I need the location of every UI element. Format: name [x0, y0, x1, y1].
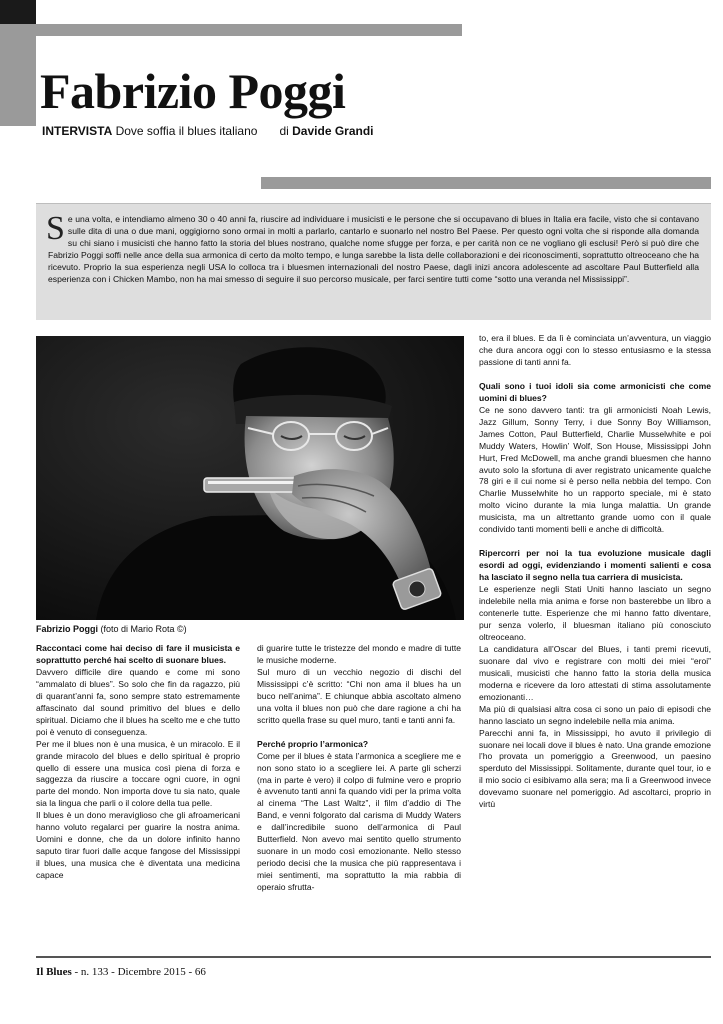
- portrait-photo: [36, 336, 464, 620]
- harmonica-player-illustration: [36, 336, 464, 620]
- text-column-2: [257, 643, 461, 894]
- top-decor-bar: [36, 24, 462, 36]
- intro-dropcap: S: [46, 210, 65, 247]
- page-footer: [36, 966, 206, 979]
- paragraph: Per me il blues non è una musica, è un miracolo. E il grande miracolo del blues e dello spiritual è proprio quello di essere una musica così piena di forza e saggezza da riuscire a toccare ogni cuore, in ogni parte del mondo. Non importa dove tu sia nato, quale sia la lingua che parli o il colore della tua pelle.: [36, 738, 240, 809]
- issue-info: - n. 133 - Dicembre 2015 - 66: [74, 966, 206, 978]
- byline-di: di: [279, 124, 289, 138]
- corner-block: [0, 0, 36, 24]
- text-column-1: [36, 643, 240, 882]
- caption-name: Fabrizio Poggi: [36, 624, 98, 634]
- question-3: Quali sono i tuoi idoli sia come armonicisti che come uomini di blues?: [479, 380, 711, 403]
- paragraph: di guarire tutte le tristezze del mondo e madre di tutte le musiche moderne.: [257, 643, 461, 665]
- paragraph: Il blues è un dono meraviglioso che gli afroamericani hanno voluto regalarci per guarire la nostra anima. Uomini e donne, che da un dolore infinito hanno saputo tirar fuori dalle acque fangose del Mississippi il blues, una musica che è diventata una medicina capace: [36, 810, 240, 881]
- author-name: Davide Grandi: [292, 124, 374, 138]
- mid-decor-bar: [261, 177, 711, 189]
- caption-credit: (foto di Mario Rota ©): [100, 624, 187, 634]
- paragraph: Come per il blues è stata l’armonica a scegliere me e non sono stato io a scegliere lei. A parte gli scherzi (ma in parte è vero) il colpo di fulmine vero e proprio è avvenuto tanti anni fa quando vidi per la prima volta al cinema “The Last Waltz”, il film d’addio di The Band, e venni folgorato dal carisma di Muddy Waters e dall’incredibile suono dell’armonica di Paul Butterfield. Non avevo mai sentito quello strumento suonare in un modo così emozionante. Nello stesso periodo decisi che la musica che più rappresentava i miei sentimenti, ma soprattutto la mia rabbia di operaio sfrutta-: [257, 750, 461, 893]
- page-title: Fabrizio Poggi: [40, 63, 346, 119]
- side-strip: [0, 24, 36, 126]
- question-1: Raccontaci come hai deciso di fare il musicista e soprattutto perché hai scelto di suonare blues.: [36, 643, 240, 665]
- question-2: Perché proprio l’armonica?: [257, 738, 369, 749]
- intro-box: [36, 203, 711, 320]
- article-subtitle: Dove soffia il blues italiano: [115, 124, 258, 138]
- photo-caption: [36, 624, 187, 635]
- paragraph: Ce ne sono davvero tanti: tra gli armonicisti Noah Lewis, Jazz Gillum, Sonny Terry, i due Sonny Boy Williamson, James Cotton, Paul Butterfield, Charlie Musselwhite e poi Muddy Waters, Howlin’ Wolf, Son House, Mississippi John Hurt, Fred McDowell, ma anche grandi bluesmen che hanno avuto solo la sfortuna di aver registrato unicamente qualche 78 giri e il cui nome si è perso nella nebbia del tempo. Con Charlie Musselwhite ho un rapporto speciale, mi è stato molto vicino durante la mia lunga malattia. Un grande musicista, ma un altrettanto grande uomo con il quale condivido tanti momenti belli e anche di difficoltà.: [479, 404, 711, 535]
- footer-rule: [36, 956, 711, 958]
- paragraph: Sul muro di un vecchio negozio di dischi del Mississippi c’è scritto: “Chi non ama il blues ha un buco nell’anima”. E chiunque abbia ascoltato almeno una volta il blues non può che dare ragione a chi ha scritto quella frase su quel muro, tanti e tanti anni fa.: [257, 666, 461, 725]
- paragraph: to, era il blues. E da lì è cominciata un’avventura, un viaggio che dura ancora oggi con lo stesso entusiasmo e la stessa passione di tanti anni fa.: [479, 333, 711, 367]
- paragraph: Ma più di qualsiasi altra cosa ci sono un paio di episodi che hanno lasciato un segno indelebile nella mia anima.: [479, 703, 711, 726]
- intro-text: e una volta, e intendiamo almeno 30 o 40 anni fa, riuscire ad individuare i musicisti e le persone che si occupavano di blues in Italia era facile, visto che si contavano sulle dita di una o due mani, oggigiorno sono ormai in molti a parlarlo, cantarlo e suonarlo nel nostro Bel Paese. Per questo ogni volta che si risponde alla domanda su chi siano i musicisti che hanno fatto la storia del blues nostrano, qualche nome sfugge per forza, e per carità non ce ne vogliano gli esclusi! Però si può dire che Fabrizio Poggi soffi nelle ance della sua armonica di certo da molto tempo, e lunga sarebbe la lista delle collaborazioni e dei riconoscimenti, soprattutto oltreoceano che ha ricevuto. Proprio la sua esperienza negli USA lo colloca tra i bluesmen internazionali del nostro Paese, dagli inizi ancora adolescente ad ascoltare Paul Butterfield alla esperienza con i Chicken Mambo, non ha mai smesso di seguire il suo percorso musicale, per farci sentire tutti come “sotto una veranda nel Mississippi”.: [48, 214, 699, 284]
- section-label: INTERVISTA: [42, 124, 113, 138]
- text-column-3: [479, 333, 711, 811]
- paragraph: Le esperienze negli Stati Uniti hanno lasciato un segno indelebile nella mia anima e forse non basterebbe un libro a contenerle tutte. Esperienze che mi hanno fatto diventare, pur senza volerlo, il bluesman italiano più conosciuto oltreoceano.: [479, 584, 711, 642]
- question-4: Ripercorri per noi la tua evoluzione musicale dagli esordi ad oggi, evidenziando i momenti salienti e cosa ha lasciato il segno nella tua carriera di musicista.: [479, 548, 711, 583]
- magazine-name: Il Blues: [36, 966, 72, 978]
- paragraph: Davvero difficile dire quando e come mi sono “ammalato di blues”. So solo che fin da ragazzo, più di quarant’anni fa, sono sempre stato estremamente affascinato dal sound primitivo del blues e dello spiritual. Diciamo che il blues ha scelto me e che tutto poi è venuto di conseguenza.: [36, 666, 240, 737]
- paragraph: La candidatura all’Oscar del Blues, i tanti premi ricevuti, suonare dal vivo e registrare con molti dei miei “eroi” musicali, musicisti che hanno fatto la storia della musica moderna e ricevere da loro attestati di stima assolutamente emozionanti…: [479, 643, 711, 702]
- article-subline: [42, 124, 374, 138]
- paragraph: Parecchi anni fa, in Mississippi, ho avuto il privilegio di suonare nei locali dove il blues è nato. Una grande emozione l’ho provata un pomeriggio a Greenwood, un paesino sperduto del Mississippi. Solitamente, durante quel tour, io e il mio socio ci esibivamo alla sera; ma lì a Greenwood invece dovevamo suonare nel pomeriggio. Ad ascoltarci, proprio in virtù: [479, 727, 711, 810]
